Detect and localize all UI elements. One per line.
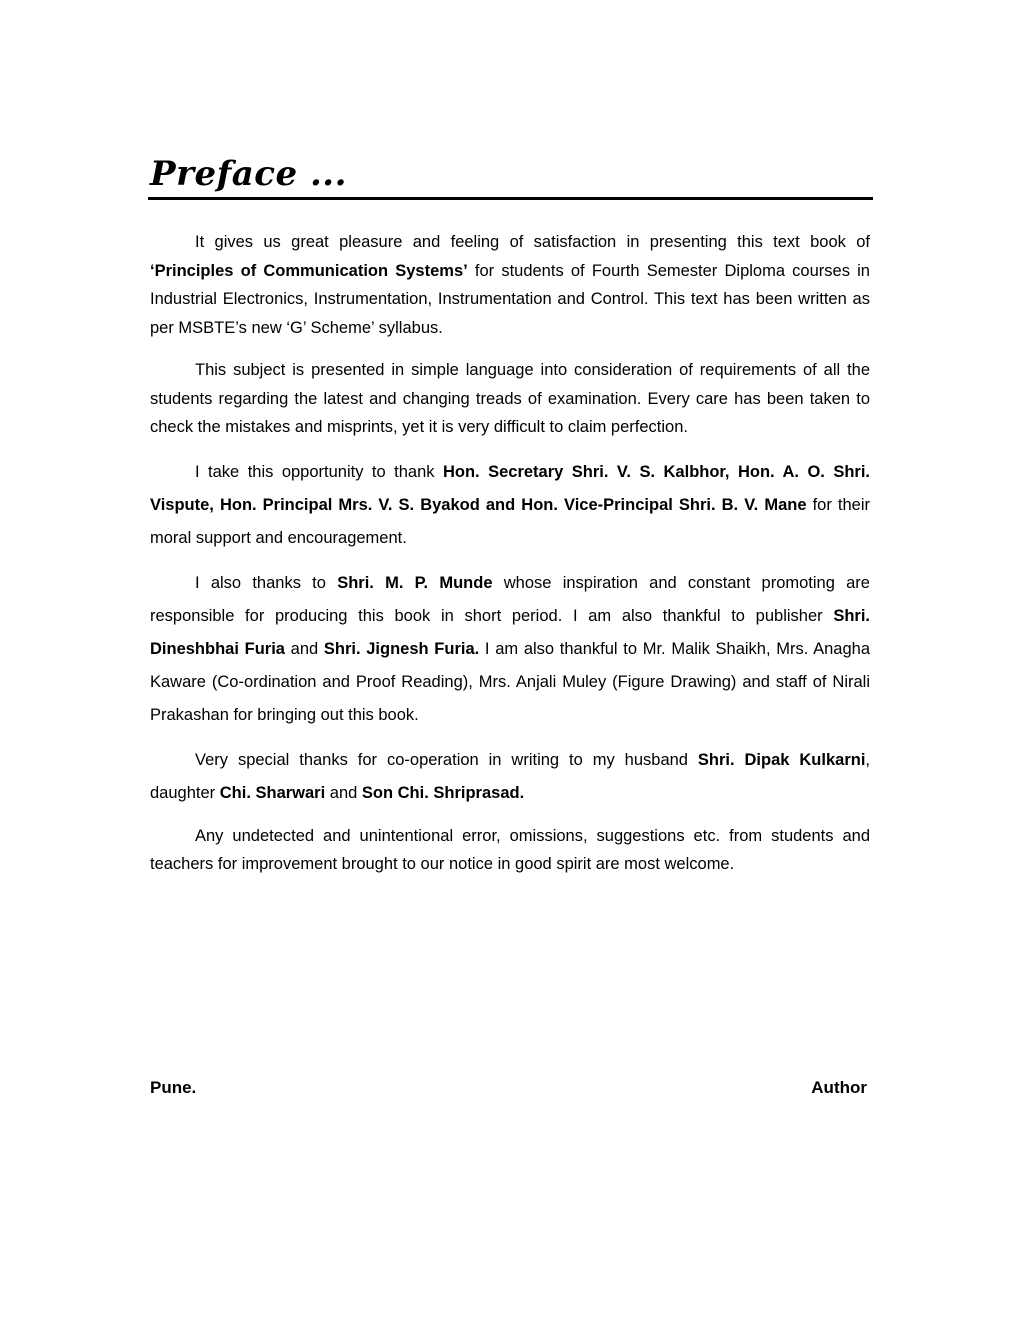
bold-text: Shri. Dineshbhai Furia xyxy=(150,606,870,658)
text-run: and xyxy=(325,783,362,802)
text-run: I am also thankful to Mr. Malik Shaikh, Mrs. Anagha Kaware (Co-ordination and Proof Reading), Mrs. Anjali Muley (Figure Drawing) and staff of Nirali Prakashan for bringing out this book. xyxy=(150,639,870,724)
text-run: for their moral support and encouragement. xyxy=(150,495,870,547)
text-run: and xyxy=(284,639,324,658)
text-run: I take this opportunity to thank xyxy=(195,462,443,481)
title-underline xyxy=(148,197,873,200)
bold-text: Son Chi. Shriprasad. xyxy=(361,783,525,802)
text-run: Any undetected and unintentional error, omissions, suggestions etc. from students and teachers for improvement brought to our notice in good spirit are most welcome. xyxy=(150,826,870,873)
text-run: whose inspiration and constant promoting are responsible for producing this book in short period. I am also thankful to publisher xyxy=(150,573,870,625)
bold-text: Shri. Dipak Kulkarni xyxy=(697,750,866,769)
text-run: for students of Fourth Semester Diploma courses in Industrial Electronics, Instrumentation, Instrumentation and Control. This text has been written as per MSBTE’s new ‘G’ Scheme’ syllabus. xyxy=(150,261,870,337)
bold-text: ‘Principles of Communication Systems’ xyxy=(150,261,468,280)
preface-body xyxy=(150,228,870,893)
text-run: , daughter xyxy=(150,750,870,802)
text-run: I also thanks to xyxy=(195,573,338,592)
paragraph xyxy=(150,456,870,555)
signature-author: Author xyxy=(811,1078,867,1097)
paragraph xyxy=(150,822,870,879)
bold-text: Chi. Sharwari xyxy=(219,783,326,802)
bold-text: Shri. Jignesh Furia. xyxy=(323,639,480,658)
page-title: Preface ... xyxy=(150,154,347,194)
paragraph xyxy=(150,228,870,342)
paragraph xyxy=(150,356,870,442)
text-run: It gives us great pleasure and feeling of satisfaction in presenting this text book of xyxy=(195,233,870,251)
text-run: Very special thanks for co-operation in writing to my husband xyxy=(195,750,698,769)
paragraph xyxy=(150,744,870,810)
bold-text: Shri. M. P. Munde xyxy=(337,573,493,592)
paragraph xyxy=(150,567,870,732)
signature-place: Pune. xyxy=(150,1078,197,1097)
bold-text: Hon. Secretary Shri. V. S. Kalbhor, Hon. A. O. Shri. Vispute, Hon. Principal Mrs. V. S. Byakod and Hon. Vice-Principal Shri. B. V. Mane xyxy=(150,462,871,514)
text-run: This subject is presented in simple language into consideration of requirements of all the students regarding the latest and changing treads of examination. Every care has been taken to check the mistakes and misprints, yet it is very difficult to claim perfection. xyxy=(150,361,870,436)
